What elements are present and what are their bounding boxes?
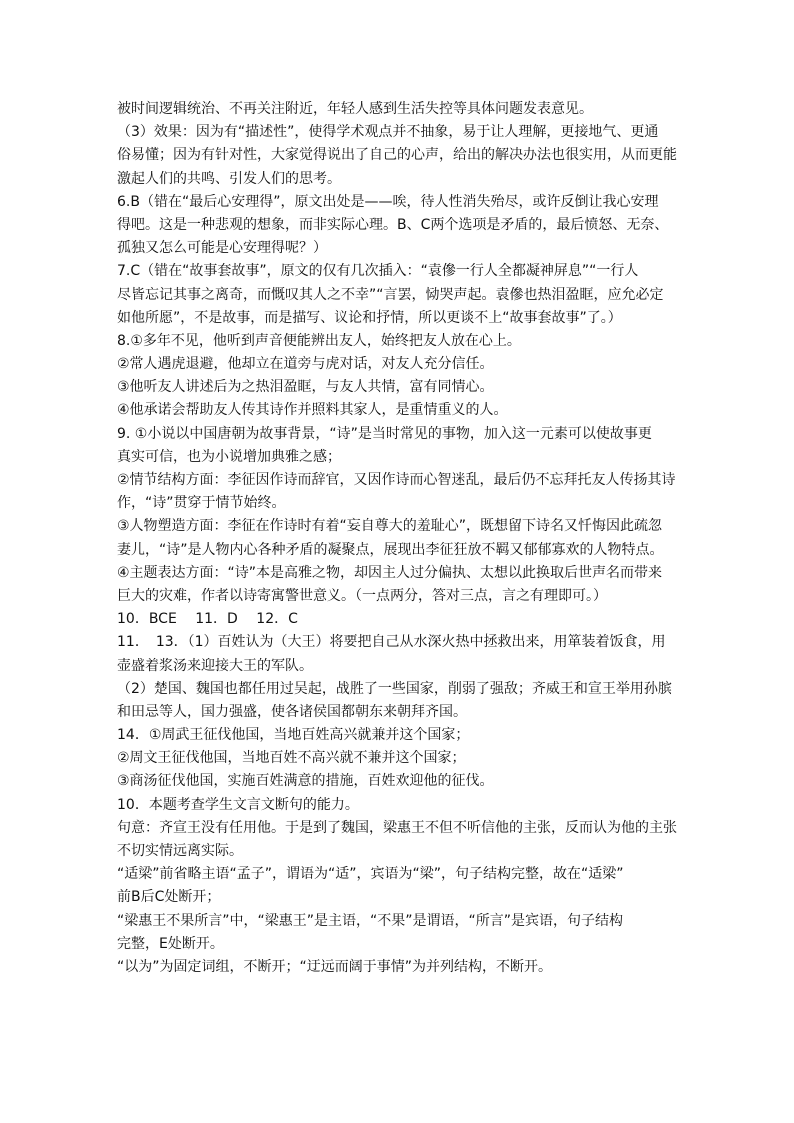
text-line: 和田忌等人，国力强盛，使各诸侯国都朝东来朝拜齐国。 <box>117 703 467 720</box>
text-line: ④主题表达方面：“诗”本是高雅之物，却因主人过分偏执、太想以此换取后世声名而带来 <box>117 564 663 581</box>
text-line: ②情节结构方面：李征因作诗而辞官，又因作诗而心智迷乱，最后仍不忘拜托友人传扬其诗 <box>117 472 676 488</box>
text-line: 俗易懂；因为有针对性，大家觉得说出了自己的心声，给出的解决办法也很实用，从而更能 <box>117 147 677 164</box>
text-line: 得吧。这是一种悲观的想象，而非实际心理。B、C两个选项是矛盾的，最后愤怒、无奈、 <box>117 216 669 233</box>
text-line: ③他听友人讲述后为之热泪盈眶，与友人共情，富有同情心。 <box>117 379 494 396</box>
text-line: 被时间逻辑统治、不再关注附近，年轻人感到生活失控等具体问题发表意见。 <box>117 101 593 117</box>
text-line: 妻儿，“诗”是人物内心各种矛盾的凝聚点，展现出李征狂放不羁又郁郁寡欢的人物特点。 <box>117 541 664 558</box>
text-line: 真实可信，也为小说增加典雅之感； <box>117 448 341 465</box>
text-line: 孤独又怎么可能是心安理得呢？） <box>117 240 327 257</box>
text-line: 激起人们的共鸣、引发人们的思考。 <box>117 170 341 187</box>
text-line: ③商汤征伐他国，实施百姓满意的措施，百姓欢迎他的征伐。 <box>117 773 494 790</box>
text-line: 6.B（错在“最后心安理得”，原文出处是——唉，待人性消失殆尽，或许反倒让我心安理 <box>117 193 659 210</box>
text-line: 作，“诗”贯穿于情节始终。 <box>117 495 286 512</box>
text-line: 尽皆忘记其事之离奇，而慨叹其人之不幸”“言罢，恸哭声起。袁傪也热泪盈眶，应允必定 <box>117 286 664 303</box>
text-line: 不切实情远离实际。 <box>117 843 243 859</box>
text-line: 9. ①小说以中国唐朝为故事背景，“诗”是当时常见的事物，加入这一元素可以使故事更 <box>117 425 652 442</box>
text-line: 前B后C处断开； <box>117 889 221 906</box>
text-line: 壶盛着浆汤来迎接大王的军队。 <box>117 657 313 674</box>
text-line: ④他承诺会帮助友人传其诗作并照料其家人，是重情重义的人。 <box>117 402 508 419</box>
text-line: 巨大的灾难，作者以诗寄寓警世意义。（一点两分，答对三点，言之有理即可。） <box>117 587 607 604</box>
text-line: 10．本题考查学生文言文断句的能力。 <box>117 796 359 813</box>
text-line: ②周文王征伐他国，当地百姓不高兴就不兼并这个国家； <box>117 750 466 767</box>
answer-document <box>117 98 683 979</box>
text-line: 句意：齐宣王没有任用他。于是到了魏国，梁惠王不但不听信他的主张，反而认为他的主张 <box>117 819 677 836</box>
text-line: 7.C（错在“故事套故事”，原文的仅有几次插入：“袁傪一行人全都凝神屏息”“一行人 <box>117 263 639 280</box>
text-line: ③人物塑造方面：李征在作诗时有着“妄自尊大的羞耻心”，既想留下诗名又忏悔因此疏忽 <box>117 518 663 535</box>
text-line: 11． 13．（1）百姓认为（大王）将要把自己从水深火热中拯救出来，用箪装着饭食，用 <box>117 634 666 651</box>
text-line: “适梁”前省略主语“孟子”，谓语为“适”，宾语为“梁”，句子结构完整，故在“适梁” <box>117 866 624 883</box>
text-line: 完整，E处断开。 <box>117 935 224 952</box>
text-line: 10．BCE 11．D 12．C <box>117 611 298 628</box>
text-line: “梁惠王不果所言”中，“梁惠王”是主语，“不果”是谓语，“所言”是宾语，句子结构 <box>117 912 624 929</box>
text-line: “以为”为固定词组，不断开；“迂远而阔于事情”为并列结构，不断开。 <box>117 958 553 975</box>
text-line: （2）楚国、魏国也都任用过吴起，战胜了一些国家，削弱了强敌；齐威王和宣王举用孙膑 <box>117 680 672 697</box>
text-line: 如他所愿”，不是故事，而是描写、议论和抒情，所以更谈不上“故事套故事”了。） <box>117 309 622 326</box>
text-line: ②常人遇虎退避，他却立在道旁与虎对话，对友人充分信任。 <box>117 356 494 373</box>
text-line: 14．①周武王征伐他国，当地百姓高兴就兼并这个国家； <box>117 727 470 744</box>
text-line: 8.①多年不见，他听到声音便能辨出友人，始终把友人放在心上。 <box>117 332 521 349</box>
text-line: （3）效果：因为有“描述性”，使得学术观点并不抽象，易于让人理解，更接地气、更通 <box>117 124 659 141</box>
